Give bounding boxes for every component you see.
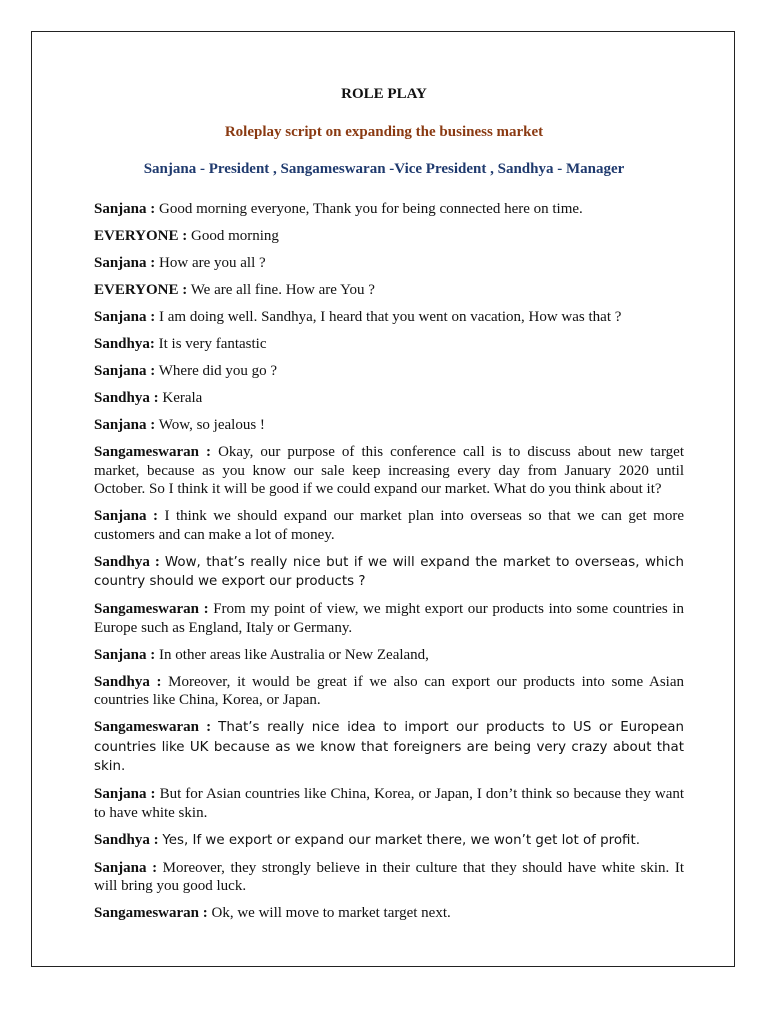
speaker-name: Sanjana : xyxy=(94,859,158,876)
line-text: I think we should expand our market plan into overseas so that we can get more customers and can make a lot of money. xyxy=(94,508,684,543)
dialogue-line xyxy=(94,281,684,300)
line-text: Ok, we will move to market target next. xyxy=(211,905,451,921)
dialogue-line xyxy=(94,335,684,354)
dialogue-line xyxy=(94,646,684,665)
dialogue-line xyxy=(94,673,684,710)
line-text: Moreover, it would be great if we also can export our products into some Asian countries like China, Korea, or Japan. xyxy=(94,673,684,708)
dialogue-line xyxy=(94,308,684,327)
dialogue-line xyxy=(94,507,684,544)
dialogue-line xyxy=(94,553,684,592)
speaker-name: EVERYONE : xyxy=(94,228,188,244)
dialogue xyxy=(94,200,684,931)
line-text: Where did you go ? xyxy=(158,363,278,379)
speaker-name: Sandhya : xyxy=(94,831,159,848)
line-text: Yes, If we export or expand our market there, we won’t get lot of profit. xyxy=(162,832,641,848)
dialogue-line xyxy=(94,443,684,499)
speaker-name: EVERYONE : xyxy=(94,282,188,298)
line-text: That’s really nice idea to import our products to US or European countries like UK because as we know that foreigners are being very crazy about that skin. xyxy=(94,720,684,774)
speaker-name: Sandhya: xyxy=(94,336,155,352)
line-text: Good morning xyxy=(190,228,279,244)
document-subtitle: Roleplay script on expanding the business market xyxy=(224,124,544,140)
speaker-name: Sanjana : xyxy=(94,646,156,663)
speaker-name: Sandhya : xyxy=(94,673,162,690)
line-text: Okay, our purpose of this conference call is to discuss about new target market, because as you know our sale keep increasing every day from January 2020 until October. So I think it will be good if we could expand our market. What do you think about it? xyxy=(94,444,684,497)
line-text: Wow, so jealous ! xyxy=(158,417,265,433)
line-text: It is very fantastic xyxy=(158,336,267,352)
line-text: We are all fine. How are You ? xyxy=(190,282,375,298)
speaker-name: Sanjana : xyxy=(94,786,156,802)
speaker-name: Sanjana : xyxy=(94,363,156,379)
speaker-name: Sanjana : xyxy=(94,417,156,433)
line-text: How are you all ? xyxy=(159,255,266,271)
dialogue-line xyxy=(94,718,684,777)
line-text: Good morning everyone, Thank you for being connected here on time. xyxy=(159,201,583,217)
speaker-name: Sandhya : xyxy=(94,553,160,570)
line-text: From my point of view, we might export our products into some countries in Europe such as England, Italy or Germany. xyxy=(94,601,685,636)
dialogue-line xyxy=(94,254,684,273)
speaker-name: Sandhya : xyxy=(94,390,159,406)
speaker-name: Sangameswaran : xyxy=(94,719,212,735)
line-text: But for Asian countries like China, Korea, or Japan, I don’t think so because they want to have white skin. xyxy=(94,786,685,821)
dialogue-line xyxy=(94,416,684,435)
speaker-name: Sanjana : xyxy=(94,508,158,524)
dialogue-line xyxy=(94,831,684,851)
speaker-name: Sangameswaran : xyxy=(94,905,208,921)
dialogue-line xyxy=(94,200,684,219)
dialogue-line xyxy=(94,859,684,896)
dialogue-line xyxy=(94,362,684,381)
document-title: ROLE PLAY xyxy=(341,86,427,102)
line-text: Wow, that’s really nice but if we will expand the market to overseas, which country should we export our products ? xyxy=(94,554,684,589)
speaker-name: Sanjana : xyxy=(94,201,156,217)
cast-list: Sanjana - President , Sangameswaran -Vice President , Sandhya - Manager xyxy=(143,161,625,177)
speaker-name: Sanjana : xyxy=(94,255,156,271)
dialogue-line xyxy=(94,785,684,822)
dialogue-line xyxy=(94,389,684,408)
speaker-name: Sangameswaran : xyxy=(94,444,212,460)
dialogue-line xyxy=(94,600,684,637)
line-text: Moreover, they strongly believe in their culture that they should have white skin. It will bring you good luck. xyxy=(94,859,684,894)
line-text: I am doing well. Sandhya, I heard that you went on vacation, How was that ? xyxy=(159,309,622,325)
speaker-name: Sanjana : xyxy=(94,309,156,325)
dialogue-line xyxy=(94,227,684,246)
dialogue-line xyxy=(94,904,684,923)
speaker-name: Sangameswaran : xyxy=(94,601,209,617)
line-text: In other areas like Australia or New Zealand, xyxy=(159,646,429,663)
line-text: Kerala xyxy=(162,390,203,406)
